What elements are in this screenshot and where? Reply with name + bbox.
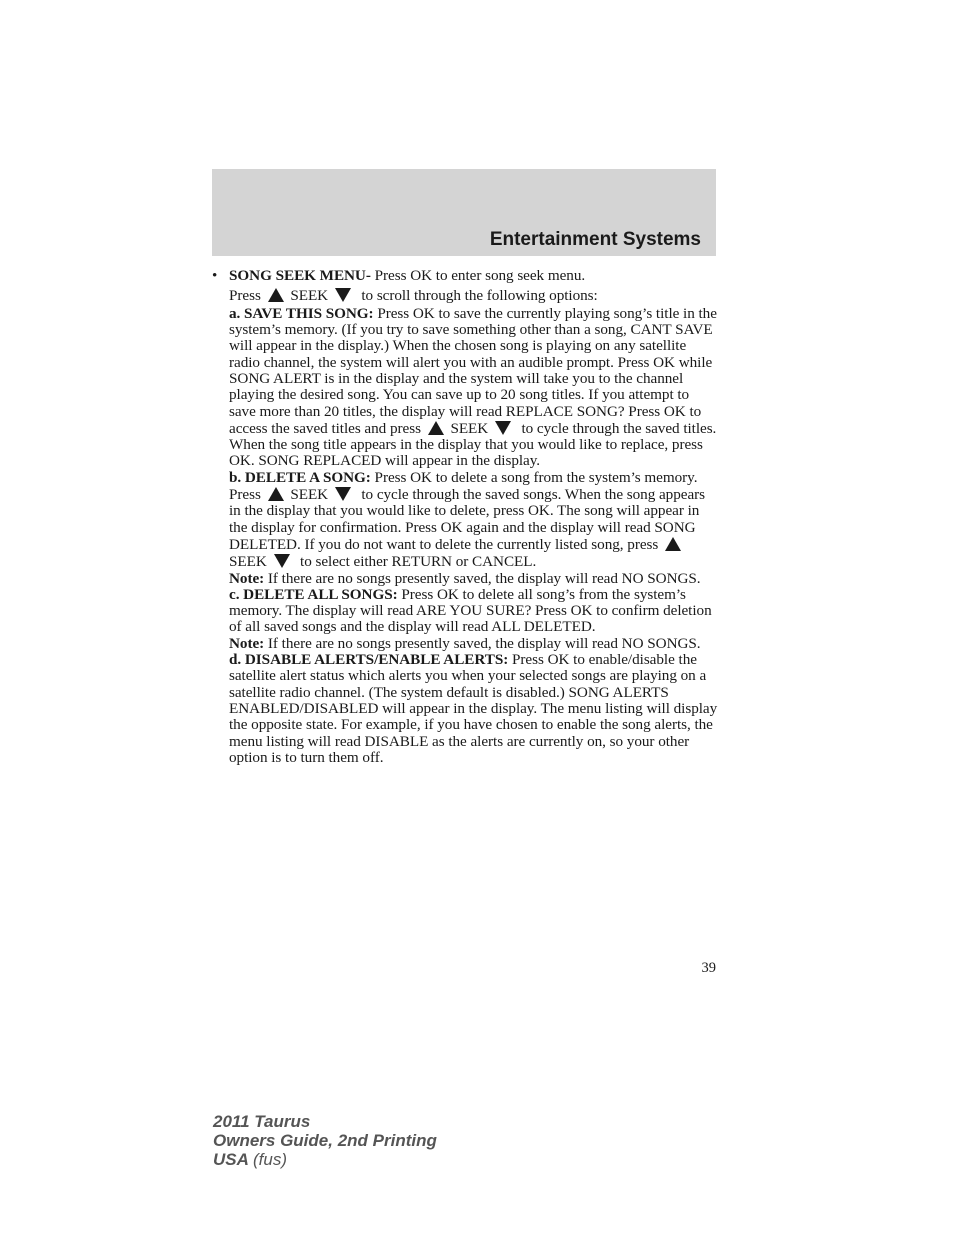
scroll-text: to scroll through the following options:	[361, 287, 598, 305]
footer-model: 2011 Taurus	[213, 1112, 311, 1131]
delete-all-text: Press OK to delete all song’s from the system’s memory. The display will read ARE YOU SURE? Press OK to confirm deletion of all saved songs and the display will read ALL DELETED.	[229, 585, 712, 636]
delete-song-text-2: to cycle through the saved songs. When the song appears in the display that you would like to delete, press OK. The song will appear in the display for confirmation. Press OK again and the display will read SONG DELETED. If you do not want to delete the currently listed song, press	[229, 486, 706, 553]
seek-label: SEEK	[290, 486, 329, 504]
alerts-paragraph	[229, 652, 719, 766]
seek-label: SEEK	[229, 553, 267, 571]
page-number: 39	[701, 960, 716, 976]
section-header-band	[212, 169, 716, 256]
note-text: If there are no songs presently saved, the display will read NO SONGS.	[267, 569, 701, 587]
section-title: Entertainment Systems	[489, 229, 701, 250]
delete-song-text-3: to select either RETURN or CANCEL.	[300, 553, 537, 571]
save-song-text-2: to cycle through the saved titles. When the song title appears in the display that you would like to replace, press OK. SONG REPLACED will appear in the display.	[229, 419, 717, 470]
bullet-icon: •	[212, 267, 218, 284]
seek-label: SEEK	[450, 419, 489, 437]
seek-down-arrow-icon	[494, 420, 512, 436]
seek-label: SEEK	[290, 287, 329, 305]
song-seek-title: SONG SEEK MENU-	[229, 267, 371, 284]
seek-down-arrow-icon	[273, 553, 291, 569]
note-label: Note:	[229, 634, 265, 652]
note-label: Note:	[229, 569, 265, 587]
note-paragraph	[229, 636, 719, 652]
seek-down-arrow-icon	[334, 486, 352, 502]
seek-up-arrow-icon	[267, 287, 285, 303]
note-text: If there are no songs presently saved, the display will read NO SONGS.	[267, 634, 701, 652]
footer-imprint	[213, 1112, 437, 1169]
save-song-text-1: Press OK to save the currently playing song’s title in the system’s memory. (If you try to save something other than a song, CANT SAVE will appear in the display.) When the chosen song is playing on any satellite radio channel, the system will alert you with an audible prompt. Press OK while SONG ALERT is in the display and the system will take you to the channel playing the desired song. You can save up to 20 song titles. If you attempt to save more than 20 titles, the display will read REPLACE SONG? Press OK to access the saved titles and press	[229, 304, 717, 437]
delete-song-label: b. DELETE A SONG:	[229, 468, 371, 486]
alerts-text: Press OK to enable/disable the satellite alert status which alerts you when your selected songs are playing on a satellite radio channel. (The system default is disabled.) SONG ALERTS ENABLED/DISABLED will appear in the display. The menu listing will display the opposite state. For example, if you have chosen to enable the song alerts, the menu listing will read DISABLE as the alerts are currently on, so your other option is to turn them off.	[229, 651, 718, 766]
delete-song-paragraph	[229, 470, 719, 571]
song-seek-paragraph	[229, 268, 719, 284]
seek-down-arrow-icon	[334, 287, 352, 303]
manual-body	[212, 267, 719, 766]
press-word: Press	[229, 287, 261, 305]
delete-all-label: c. DELETE ALL SONGS:	[229, 585, 398, 603]
song-seek-intro: Press OK to enter song seek menu.	[374, 267, 586, 284]
footer-country: USA	[213, 1150, 249, 1169]
footer-region	[213, 1150, 437, 1169]
save-song-paragraph	[229, 306, 719, 470]
seek-up-arrow-icon	[267, 486, 285, 502]
seek-up-arrow-icon	[664, 536, 682, 552]
footer-code: (fus)	[253, 1150, 287, 1169]
song-seek-scroll-line	[229, 286, 719, 306]
save-song-label: a. SAVE THIS SONG:	[229, 304, 374, 322]
alerts-label: d. DISABLE ALERTS/ENABLE ALERTS:	[229, 651, 509, 669]
footer-guide: Owners Guide, 2nd Printing	[213, 1131, 437, 1150]
delete-song-text-1: Press OK to delete a song from the system’s memory. Press	[229, 468, 698, 504]
delete-all-paragraph	[229, 587, 719, 636]
seek-up-arrow-icon	[427, 420, 445, 436]
note-paragraph	[229, 571, 719, 587]
